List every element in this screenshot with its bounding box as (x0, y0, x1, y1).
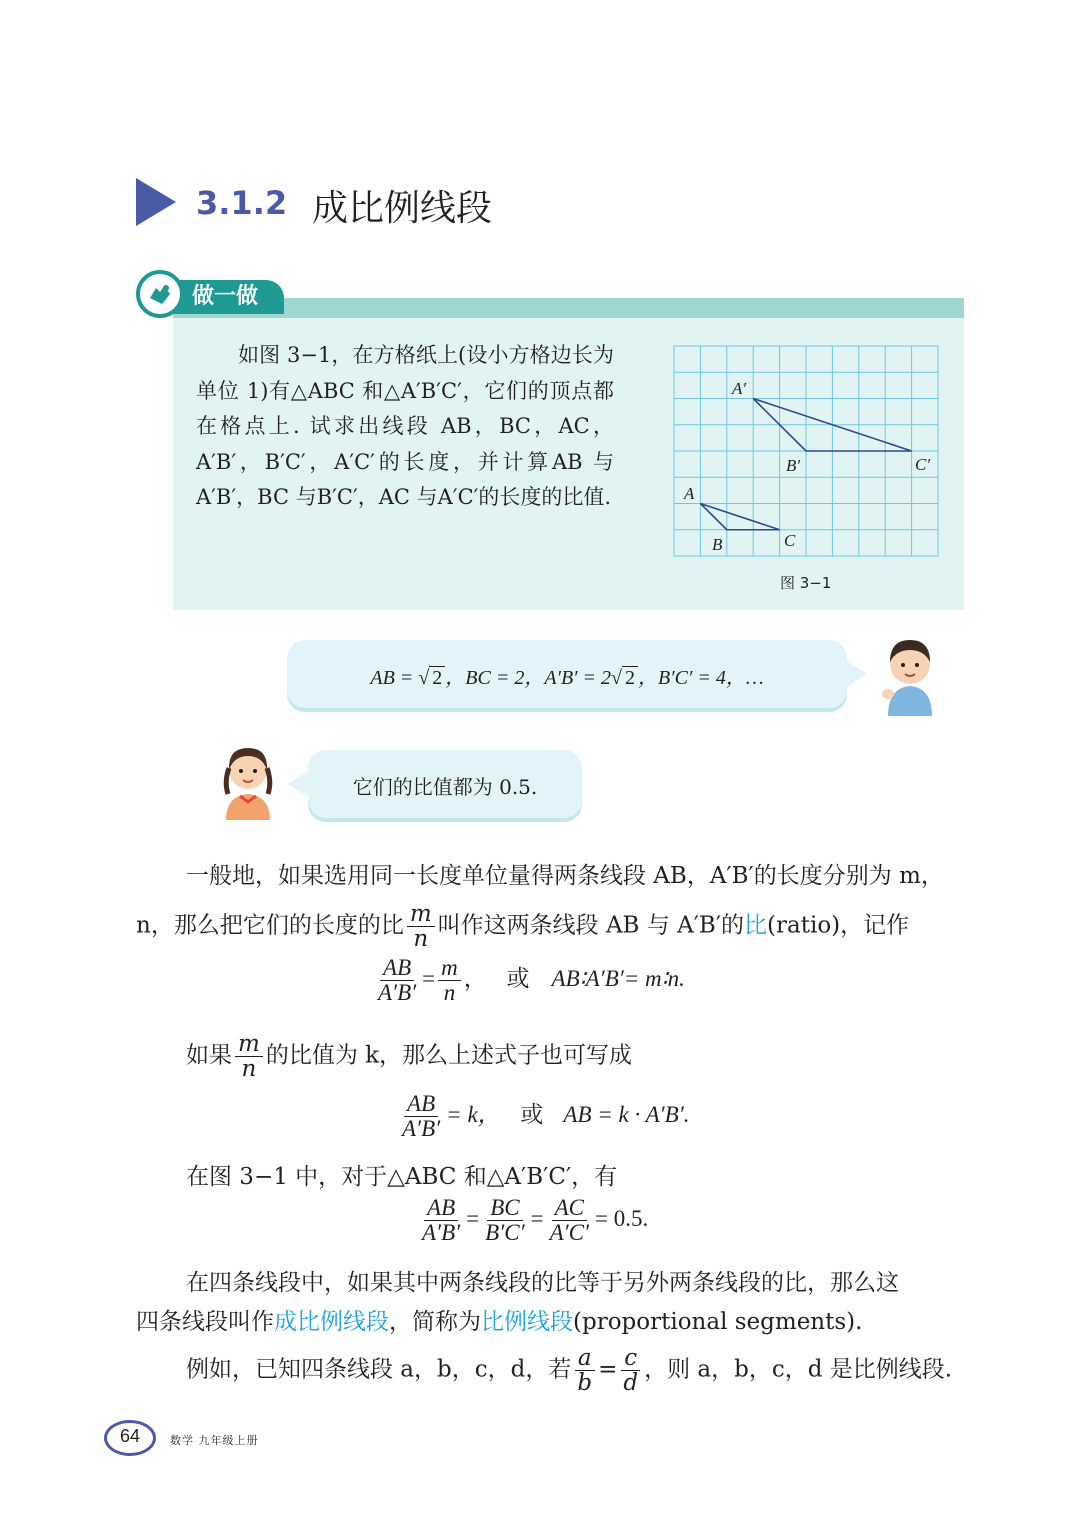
eq3-frac2 (482, 1196, 527, 1245)
boy-speech-part3: ，B′C′ = 4，… (638, 667, 764, 689)
boy-speech-root1: 2 (429, 666, 445, 689)
eq5-d2: d (623, 1370, 639, 1397)
eq5-n1: a (575, 1346, 595, 1371)
activity-header-strip (173, 298, 964, 318)
label-b: B (712, 535, 723, 554)
para4-line2-a: 四条线段叫作 (136, 1309, 274, 1335)
para4-line2 (136, 1303, 862, 1336)
eq1-equals: = (422, 965, 436, 991)
eq1-num: AB (380, 956, 414, 981)
page-number: 64 (120, 1426, 141, 1446)
para4-line2-b: ，简称为 (389, 1309, 481, 1335)
eq1-lhs (375, 956, 419, 1005)
eq2-rhs: = k， (446, 1101, 501, 1127)
section-title: 成比例线段 (312, 188, 493, 229)
frac-m-2: m (235, 1032, 263, 1057)
fraction-m-over-n-2 (235, 1032, 263, 1081)
label-c-prime: C′ (915, 455, 931, 474)
term-proportional-segments-short: 比例线段 (481, 1309, 573, 1335)
frac-m: m (407, 902, 435, 927)
eq1-den: A′B′ (378, 980, 417, 1006)
para1-line2-a: n，那么把它们的长度的比 (136, 912, 404, 939)
para2-a: 如果 (186, 1042, 232, 1069)
para3: 在图 3−1 中，对于△ABC 和△A′B′C′，有 (186, 1164, 618, 1190)
label-c: C (784, 531, 796, 550)
eq3-frac1 (419, 1196, 463, 1245)
para1-line1: 一般地，如果选用同一长度单位量得两条线段 AB，A′B′的长度分别为 m， (186, 863, 944, 889)
grid-figure (672, 342, 942, 560)
or-word-1: 或 (506, 965, 530, 991)
eq3-n3: AC (552, 1196, 587, 1221)
activity-text (196, 338, 614, 516)
eq1-comma: ， (463, 965, 487, 991)
eq5-d1: b (577, 1370, 593, 1397)
para1-line2-c: (ratio)，记作 (767, 912, 910, 939)
para4-line1: 在四条线段中，如果其中两条线段的比等于另外两条线段的比，那么这 (186, 1270, 899, 1296)
label-a: A (684, 484, 695, 503)
boy-bubble-tail (845, 660, 867, 688)
eq5-equals: = (598, 1356, 618, 1383)
eq3-equals-2: = (530, 1205, 544, 1231)
para5-a: 例如，已知四条线段 a，b，c，d，若 (186, 1356, 572, 1383)
eq1-rhs (438, 956, 461, 1005)
eq3-frac3 (547, 1196, 592, 1245)
eq3-d3: A′C′ (549, 1220, 590, 1246)
eq5-n2: c (621, 1346, 640, 1371)
eq1-num2: m (438, 956, 461, 981)
section-marker-triangle (136, 178, 176, 226)
equation-ratio-definition (372, 956, 685, 1005)
book-title: 数学 九年级上册 (170, 1434, 259, 1447)
para1-line2 (136, 902, 909, 951)
term-ratio: 比 (744, 912, 768, 939)
para2 (186, 1032, 632, 1081)
fraction-m-over-n (407, 902, 435, 951)
fraction-a-over-b (574, 1346, 595, 1395)
eq3-value: = 0.5. (595, 1205, 649, 1231)
para1-line2-b: 叫作这两条线段 AB 与 A′B′的 (437, 912, 745, 939)
girl-character-icon (218, 738, 278, 820)
eq1-den2: n (443, 980, 456, 1006)
eq1-alt: AB∶A′B′= m∶n. (551, 965, 685, 991)
fraction-c-over-d (620, 1346, 641, 1395)
eq3-n1: AB (424, 1196, 458, 1221)
para5-b: ，则 a，b，c，d 是比例线段. (644, 1356, 953, 1383)
boy-speech-text: AB = √ 2 ，BC = 2，A′B′ = 2√ 2 ，B′C′ = 4，… (370, 667, 764, 689)
term-proportional-segments: 成比例线段 (274, 1309, 389, 1335)
figure-caption: 图 3−1 (780, 574, 832, 592)
equation-ratios-example (416, 1196, 648, 1245)
eq3-n2: BC (487, 1196, 522, 1221)
section-number: 3.1.2 (196, 184, 288, 222)
hand-icon (136, 270, 184, 318)
frac-n: n (413, 926, 429, 953)
label-b-prime: B′ (786, 456, 801, 475)
eq3-d2: B′C′ (485, 1220, 525, 1246)
frac-n-2: n (241, 1056, 257, 1083)
boy-character-icon (878, 632, 942, 716)
eq3-equals-1: = (466, 1205, 480, 1231)
label-a-prime: A′ (732, 379, 747, 398)
eq2-alt: AB = k · A′B′. (563, 1101, 690, 1127)
girl-bubble-tail (288, 770, 310, 798)
para4-line2-c: (proportional segments). (573, 1309, 863, 1335)
para2-b: 的比值为 k，那么上述式子也可写成 (265, 1042, 633, 1069)
eq2-lhs (399, 1092, 443, 1141)
eq2-num: AB (404, 1092, 438, 1117)
triangle-abc (700, 504, 779, 530)
girl-speech-text: 它们的比值都为 0.5. (352, 775, 538, 799)
equation-ratio-k (396, 1092, 689, 1141)
activity-paragraph: 如图 3−1，在方格纸上(设小方格边长为单位 1)有△ABC 和△A′B′C′，它们的顶点都在格点上. 试求出线段 AB，BC，AC，A′B′，B′C′，A′C′的长度，并计算AB 与A′B′，BC 与B′C′，AC 与A′C′的长度的比值. (196, 343, 614, 509)
eq2-den: A′B′ (402, 1116, 441, 1142)
boy-speech-part2: ，BC = 2，A′B′ = 2 (445, 667, 612, 689)
boy-speech-part1: AB = (370, 667, 419, 689)
para5 (186, 1346, 952, 1395)
or-word-2: 或 (520, 1101, 544, 1127)
activity-label: 做一做 (174, 280, 284, 314)
boy-speech-root2: 2 (622, 666, 638, 689)
eq3-d1: A′B′ (422, 1220, 461, 1246)
